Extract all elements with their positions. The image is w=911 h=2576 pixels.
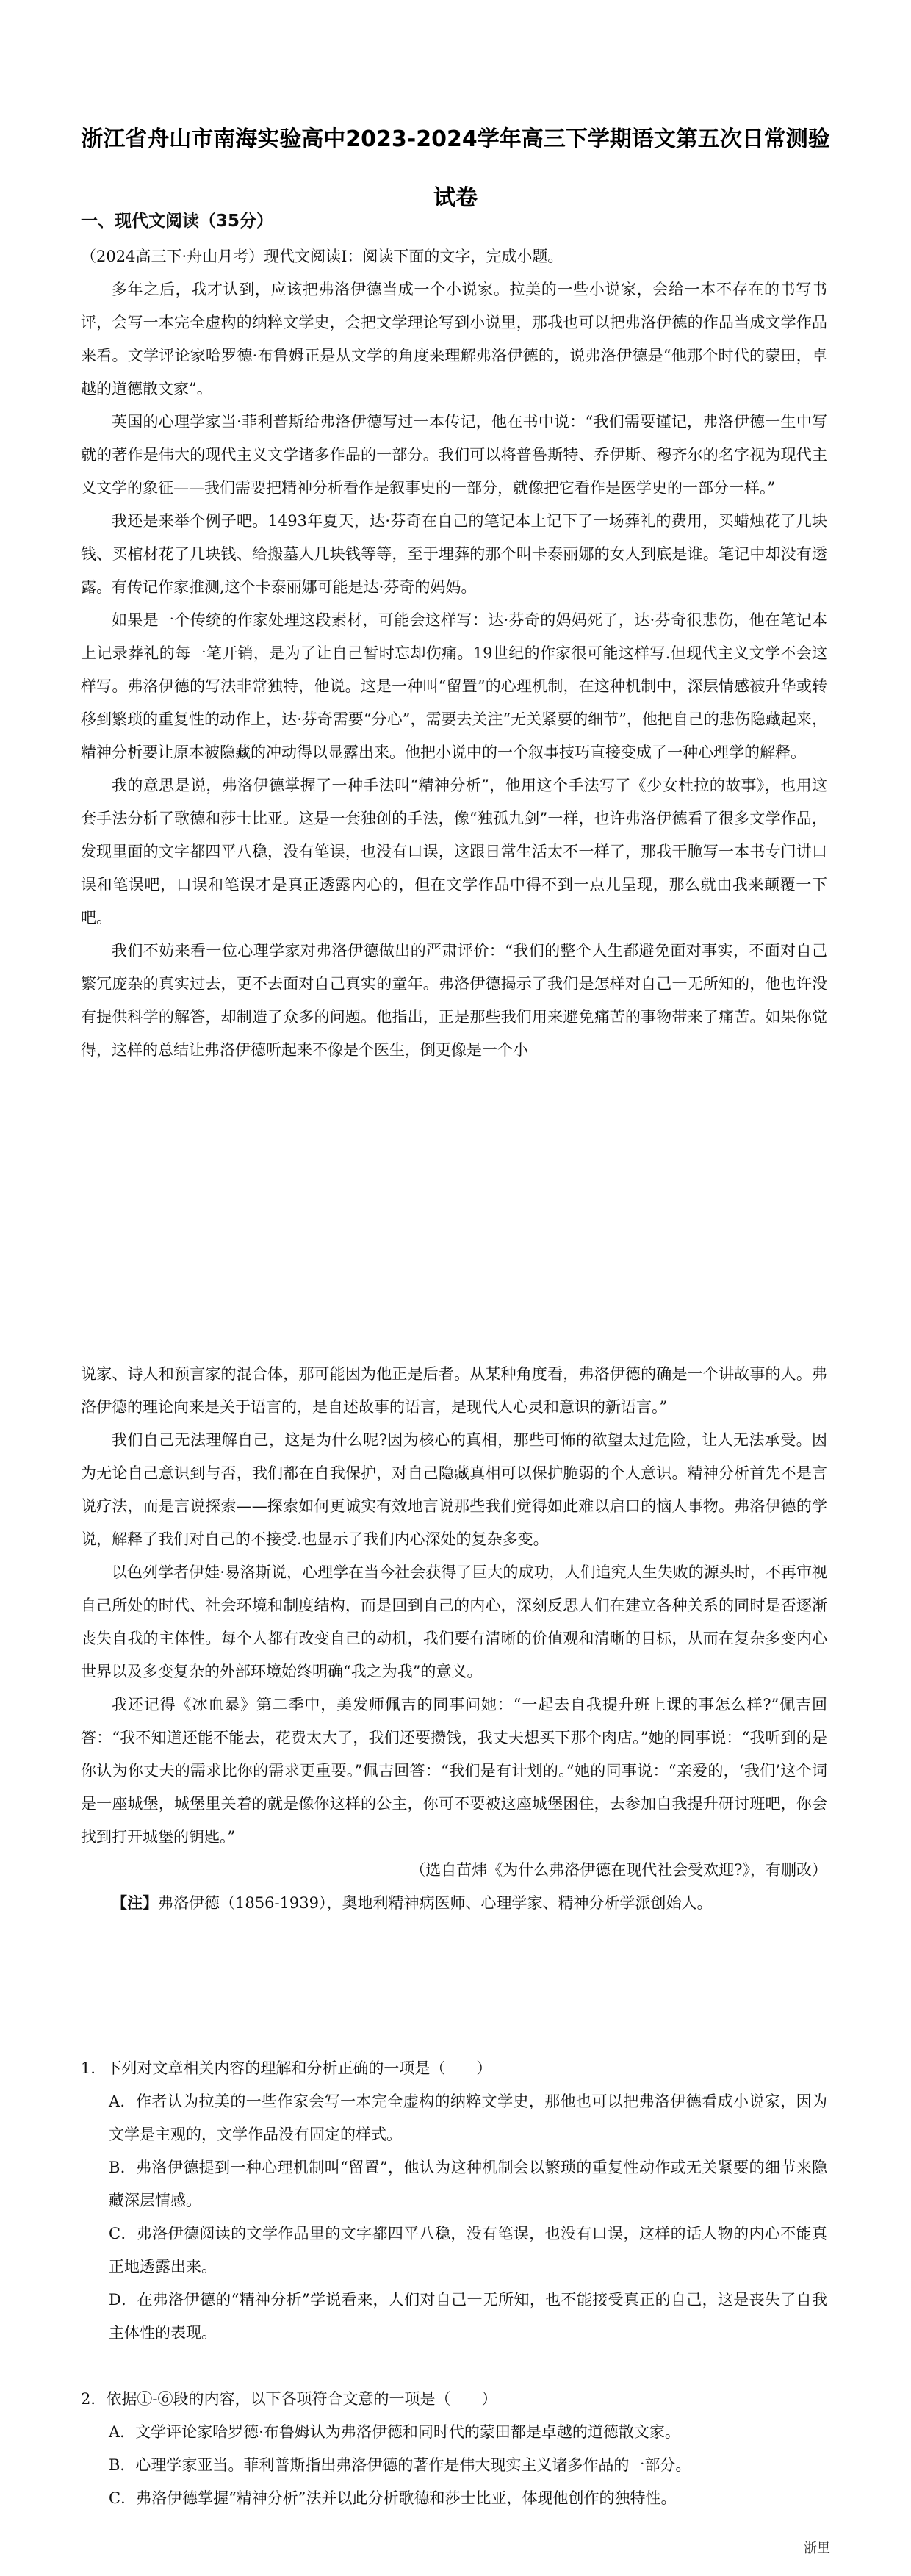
answer-option-c[interactable]: C．弗洛伊德阅读的文学作品里的文字都四平八稳，没有笔误，也没有口误，这样的话人物的内心不能真正地透露出来。 — [109, 2225, 827, 2275]
paragraph: 英国的心理学家当·菲利普斯给弗洛伊德写过一本传记，他在书中说：“我们需要谨记，弗洛伊德一生中写就的著作是伟大的现代主义文学诸多作品的一部分。我们可以将普鲁斯特、乔伊斯、穆齐尔的名字视为现代主义文学的象征——我们需要把精神分析看作是叙事史的一部分，就像把它看作是医学史的一部分一样。” — [81, 413, 827, 497]
passage-top — [81, 240, 827, 1067]
answer-option-c[interactable]: C．弗洛伊德掌握“精神分析”法并以此分析歌德和莎士比亚，体现他创作的独特性。 — [109, 2489, 677, 2507]
paragraph: 说家、诗人和预言家的混合体，那可能因为他正是后者。从某种角度看，弗洛伊德的确是一个讲故事的人。弗洛伊德的理论向来是关于语言的，是自述故事的语言，是现代人心灵和意识的新语言。” — [81, 1365, 827, 1416]
passage-bottom — [81, 1358, 827, 1920]
question-2 — [81, 2383, 827, 2515]
footnote — [81, 1887, 827, 1920]
paragraph: 如果是一个传统的作家处理这段素材，可能会这样写：达·芬奇的妈妈死了，达·芬奇很悲伤，他在笔记本上记录葬礼的每一笔开销，是为了让自己暂时忘却伤痛。19世纪的作家很可能这样写.但现代主义文学不会这样写。弗洛伊德的写法非常独特，他说。这是一种叫“留置”的心理机制，在这种机制中，深层情感被升华或转移到繁琐的重复性的动作上，达·芬奇需要“分心”，需要去关注“无关紧要的细节”，他把自己的悲伤隐藏起来，精神分析要让原本被隐藏的冲动得以显露出来。他把小说中的一个叙事技巧直接变成了一种心理学的解释。 — [81, 611, 827, 761]
footnote-label: 【注】 — [112, 1894, 158, 1912]
answer-option-b[interactable]: B．弗洛伊德提到一种心理机制叫“留置”，他认为这种机制会以繁琐的重复性动作或无关紧要的细节来隐藏深层情感。 — [109, 2159, 827, 2209]
paragraph: 多年之后，我才认到，应该把弗洛伊德当成一个小说家。拉美的一些小说家，会给一本不存在的书写书评，会写一本完全虚构的纳粹文学史，会把文学理论写到小说里，那我也可以把弗洛伊德的作品当成文学作品来看。文学评论家哈罗德·布鲁姆正是从文学的角度来理解弗洛伊德的，说弗洛伊德是“他那个时代的蒙田，卓越的道德散文家”。 — [81, 281, 827, 397]
source-citation: （选自苗炜《为什么弗洛伊德在现代社会受欢迎?》，有删改） — [410, 1861, 827, 1879]
paragraph: 我们不妨来看一位心理学家对弗洛伊德做出的严肃评价：“我们的整个人生都避免面对事实，不面对自己繁冗庞杂的真实过去，更不去面对自己真实的童年。弗洛伊德揭示了我们是怎样对自己一无所知的，他也许没有提供科学的解答，却制造了众多的问题。他指出，正是那些我们用来避免痛苦的事物带来了痛苦。如果你觉得，这样的总结让弗洛伊德听起来不像是个医生，倒更像是一个小 — [81, 942, 827, 1059]
paragraph: 以色列学者伊娃·易洛斯说，心理学在当今社会获得了巨大的成功，人们追究人生失败的源头时，不再审视自己所处的时代、社会环境和制度结构，而是回到自己的内心，深刻反思人们在建立各种关系的同时是否逐渐丧失自我的主体性。每个人都有改变自己的动机，我们要有清晰的价值观和清晰的目标，从而在复杂多变内心世界以及多变复杂的外部环境始终明确“我之为我”的意义。 — [81, 1564, 827, 1680]
intro-line: （2024高三下·舟山月考）现代文阅读I：阅读下面的文字，完成小题。 — [81, 248, 563, 265]
answer-option-a[interactable]: A．作者认为拉美的一些作家会写一本完全虚构的纳粹文学史，那他也可以把弗洛伊德看成小说家，因为文学是主观的，文学作品没有固定的样式。 — [109, 2093, 827, 2143]
answer-option-b[interactable]: B．心理学家亚当。菲利普斯指出弗洛伊德的著作是伟大现实主义诸多作品的一部分。 — [109, 2456, 691, 2474]
question-stem: 2．依据①-⑥段的内容，以下各项符合文意的一项是（ ） — [81, 2390, 497, 2408]
page-title: 浙江省舟山市南海实验高中2023-2024学年高三下学期语文第五次日常测验试卷 — [81, 126, 830, 211]
page-footer: 浙里 — [804, 2541, 830, 2556]
question-1 — [81, 2052, 827, 2350]
paragraph: 我们自己无法理解自己，这是为什么呢?因为核心的真相，那些可怖的欲望太过危险，让人无法承受。因为无论自己意识到与否，我们都在自我保护，对自己隐藏真相可以保护脆弱的个人意识。精神分析首先不是言说疗法，而是言说探索——探索如何更诚实有效地言说那些我们觉得如此难以启口的恼人事物。弗洛伊德的学说，解释了我们对自己的不接受.也显示了我们内心深处的复杂多变。 — [81, 1431, 827, 1548]
answer-option-a[interactable]: A．文学评论家哈罗德·布鲁姆认为弗洛伊德和同时代的蒙田都是卓越的道德散文家。 — [109, 2423, 680, 2441]
footnote-text: 弗洛伊德（1856-1939），奥地利精神病医师、心理学家、精神分析学派创始人。 — [158, 1894, 713, 1912]
section-heading: 一、现代文阅读（35分） — [81, 212, 274, 231]
answer-option-d[interactable]: D．在弗洛伊德的“精神分析”学说看来，人们对自己一无所知，也不能接受真正的自己，这是丧失了自我主体性的表现。 — [109, 2291, 827, 2342]
paragraph: 我还是来举个例子吧。1493年夏天，达·芬奇在自己的笔记本上记下了一场葬礼的费用，买蜡烛花了几块钱、买棺材花了几块钱、给搬墓人几块钱等等，至于埋葬的那个叫卡泰丽娜的女人到底是谁。笔记中却没有透露。有传记作家推测,这个卡泰丽娜可能是达·芬奇的妈妈。 — [81, 512, 827, 596]
question-stem: 1．下列对文章相关内容的理解和分析正确的一项是（ ） — [81, 2059, 492, 2077]
paragraph: 我的意思是说，弗洛伊德掌握了一种手法叫“精神分析”，他用这个手法写了《少女杜拉的故事》，也用这套手法分析了歌德和莎士比亚。这是一套独创的手法，像“独孤九剑”一样，也许弗洛伊德看了很多文学作品，发现里面的文字都四平八稳，没有笔误，也没有口误，这跟日常生活太不一样了，那我干脆写一本书专门讲口误和笔误吧，口误和笔误才是真正透露内心的，但在文学作品中得不到一点儿呈现，那么就由我来颠覆一下吧。 — [81, 777, 827, 927]
paragraph: 我还记得《冰血暴》第二季中，美发师佩吉的同事问她：“一起去自我提升班上课的事怎么样?”佩吉回答：“我不知道还能不能去，花费太大了，我们还要攒钱，我丈夫想买下那个肉店。”她的同事说：“我听到的是你认为你丈夫的需求比你的需求更重要。”佩吉回答：“我们是有计划的。”她的同事说：“亲爱的，‘我们’这个词是一座城堡，城堡里关着的就是像你这样的公主，你可不要被这座城堡困住，去参加自我提升研讨班吧，你会找到打开城堡的钥匙。” — [81, 1696, 827, 1846]
